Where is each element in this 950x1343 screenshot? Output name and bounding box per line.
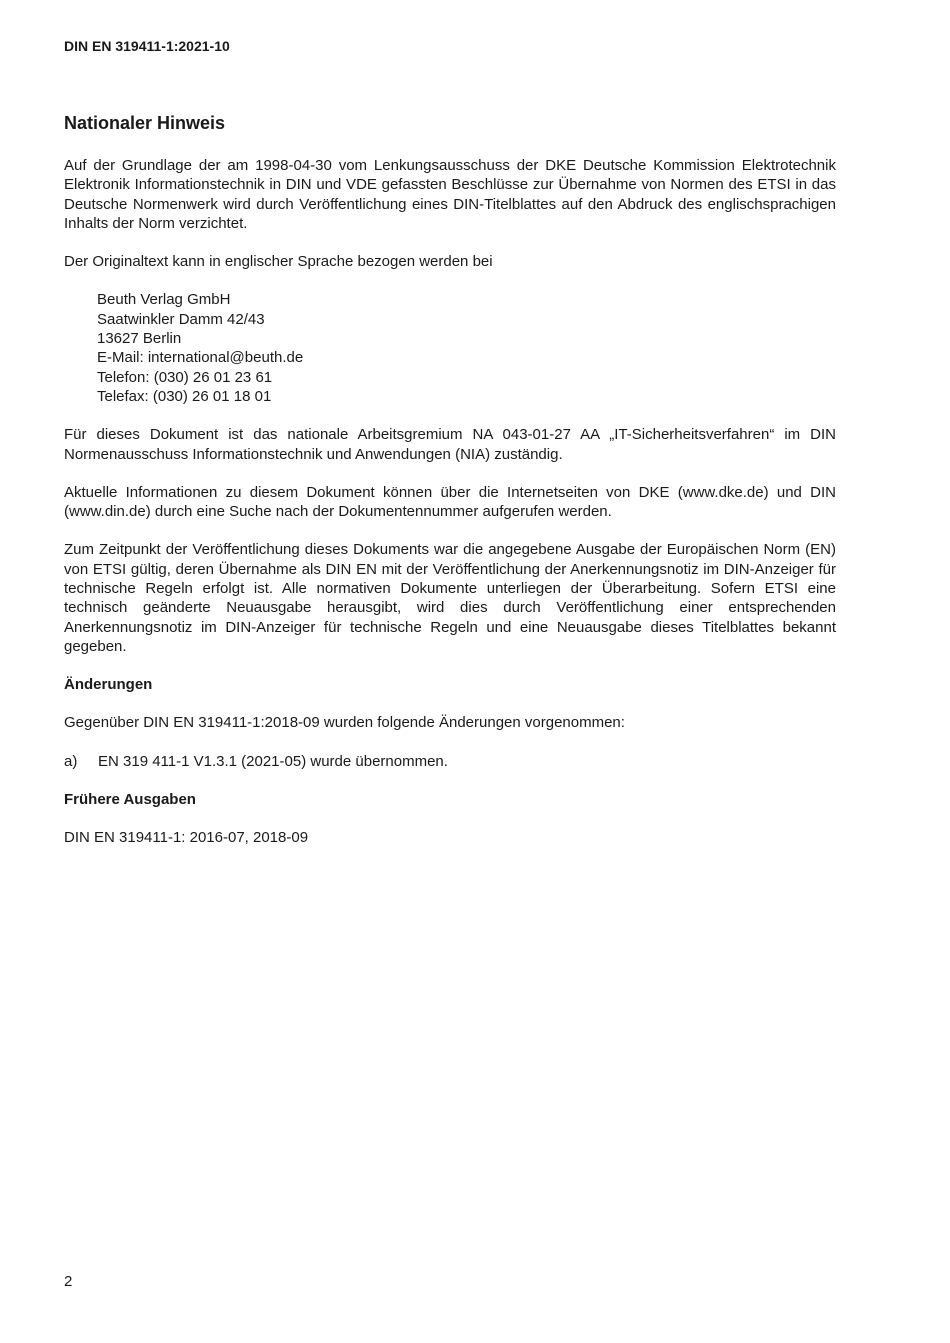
paragraph-source: Der Originaltext kann in englischer Sprache bezogen werden bei <box>64 253 493 271</box>
list-marker: a) <box>64 752 78 770</box>
address-line: Beuth Verlag GmbH <box>97 291 231 309</box>
paragraph-basis: Auf der Grundlage der am 1998-04-30 vom Lenkungsausschuss der DKE Deutsche Kommission Elektrotechnik Elektronik Informationstechnik in DIN und VDE gefassten Beschlüsse zur Übernahme von Normen des ETSI in das Deutsche Normenwerk wird durch Veröffentlichung eines DIN-Titelblattes auf den Abdruck des englischsprachigen Inhalts der Norm verzichtet. <box>64 157 836 232</box>
address-email: E-Mail: international@beuth.de <box>97 349 304 367</box>
address-fax: Telefax: (030) 26 01 18 01 <box>97 387 272 405</box>
page-number: 2 <box>64 1273 73 1290</box>
paragraph-committee: Für dieses Dokument ist das nationale Arbeitsgremium NA 043-01-27 AA „IT-Sicherheitsverfahren“ im DIN Normenausschuss Informationstechnik und Anwendungen (NIA) zuständig. <box>64 426 836 463</box>
page-content <box>64 112 836 866</box>
address-line: 13627 Berlin <box>97 330 182 348</box>
changes-heading: Änderungen <box>64 676 153 694</box>
previous-editions-heading: Frühere Ausgaben <box>64 790 196 808</box>
address-phone: Telefon: (030) 26 01 23 61 <box>97 368 273 386</box>
address-line: Saatwinkler Damm 42/43 <box>97 310 265 328</box>
paragraph-info: Aktuelle Informationen zu diesem Dokument können über die Internetseiten von DKE (www.dke.de) und DIN (www.din.de) durch eine Suche nach der Dokumentennummer aufgerufen werden. <box>64 483 836 521</box>
list-item <box>64 752 836 771</box>
previous-editions-text: DIN EN 319411-1: 2016-07, 2018-09 <box>64 828 309 846</box>
publisher-address <box>97 290 836 406</box>
changes-intro: Gegenüber DIN EN 319411-1:2018-09 wurden folgende Änderungen vorgenommen: <box>64 714 625 732</box>
page-title: Nationaler Hinweis <box>64 113 226 133</box>
list-item-text: EN 319 411-1 V1.3.1 (2021-05) wurde übernommen. <box>98 752 448 770</box>
paragraph-validity: Zum Zeitpunkt der Veröffentlichung dieses Dokuments war die angegebene Ausgabe der Europäischen Norm (EN) von ETSI gültig, deren Übernahme als DIN EN mit der Veröffentlichung der Anerkennungsnotiz im DIN-Anzeiger für technische Regeln erfolgt ist. Alle normativen Dokumente unterliegen der Überarbeitung. Sofern ETSI eine technisch geänderte Neuausgabe herausgibt, wird dies durch Veröffentlichung einer entsprechenden Anerkennungsnotiz im DIN-Anzeiger für technische Regeln und eine Neuausgabe dieses Titelblattes bekannt gegeben. <box>64 541 836 655</box>
document-header: DIN EN 319411-1:2021-10 <box>64 38 230 54</box>
